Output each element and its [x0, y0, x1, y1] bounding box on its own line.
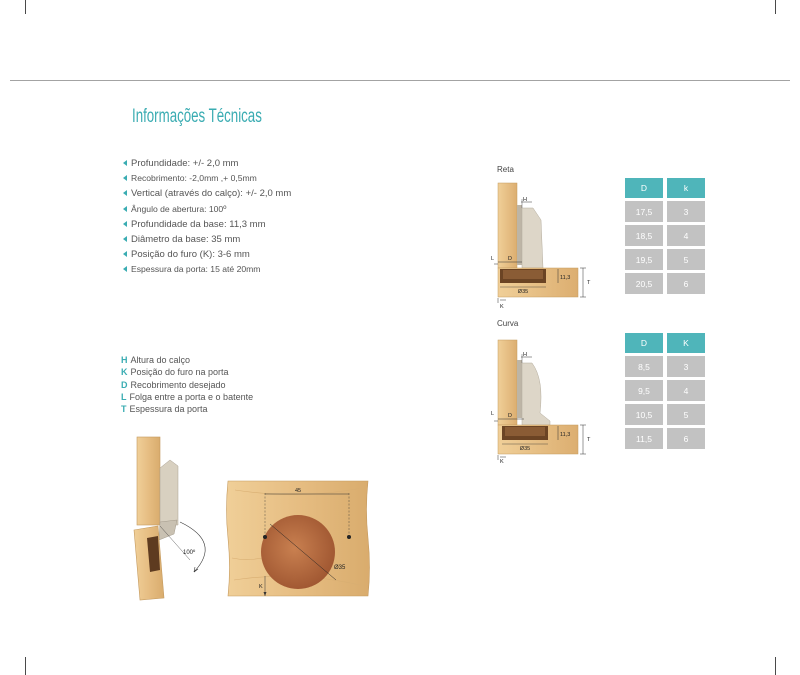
bullet-triangle-icon: [123, 206, 127, 212]
k-label: K: [259, 584, 263, 590]
spec-item: Vertical (através do calço): +/- 2,0 mm: [122, 186, 291, 201]
diagram-reta: [488, 178, 600, 313]
table-header-d: D: [625, 178, 663, 198]
k-label: K: [500, 459, 504, 465]
legend-item: D Recobrimento desejado: [121, 379, 226, 390]
spec-item: Diâmetro da base: 35 mm: [122, 232, 291, 247]
h-label: H: [523, 197, 527, 203]
opening-angle-label: 100º: [183, 550, 196, 556]
page-title: Informações Técnicas: [132, 106, 262, 127]
table-cell: 18,5: [625, 225, 663, 246]
spec-item: Posição do furo (K): 3-6 mm: [122, 247, 291, 262]
crop-mark-bottom-right: [775, 657, 776, 675]
hinge-plate: [160, 460, 178, 525]
k-label: K: [500, 304, 504, 310]
legend-item: H Altura do calço: [121, 355, 191, 365]
bullet-triangle-icon: [123, 266, 127, 272]
table-cell: 3: [667, 356, 705, 377]
table-cell: 20,5: [625, 273, 663, 294]
table-cell: 9,5: [625, 380, 663, 401]
diagram-curva-title: Curva: [497, 319, 519, 328]
table-cell: 4: [667, 225, 705, 246]
table-header-k: k: [667, 178, 705, 198]
hole-spacing-label: 45: [294, 488, 302, 494]
crop-mark-bottom-left: [25, 657, 26, 675]
table-cell: 6: [667, 428, 705, 449]
table-cell: 3: [667, 201, 705, 222]
cabinet-panel: [137, 437, 160, 525]
bullet-triangle-icon: [123, 236, 127, 242]
legend-item: T Espessura da porta: [121, 404, 208, 415]
hinge-arm: [159, 520, 177, 540]
t-label: T: [587, 437, 591, 443]
cup-diameter-label: Ø35: [334, 565, 346, 571]
legend-item: L Folga entre a porta e o batente: [121, 391, 254, 402]
crop-mark-top-left: [25, 0, 26, 14]
header-rule: [10, 80, 790, 81]
spec-item: Ângulo de abertura: 100º: [122, 202, 291, 217]
diagram-reta-title: Reta: [497, 165, 514, 174]
hinge-plate: [517, 205, 522, 265]
spec-item: Profundidade: +/- 2,0 mm: [122, 156, 291, 171]
spec-item: Profundidade da base: 11,3 mm: [122, 217, 291, 232]
bullet-triangle-icon: [123, 190, 127, 196]
table-cell: 17,5: [625, 201, 663, 222]
cup-diameter-label: Ø35: [519, 446, 531, 452]
spec-item: Espessura da porta: 15 até 20mm: [122, 262, 291, 277]
hinge-arm: [522, 208, 543, 268]
table-cell: 19,5: [625, 249, 663, 270]
l-label: L: [491, 411, 495, 417]
bullet-triangle-icon: [123, 221, 127, 227]
table-header-d: D: [625, 333, 663, 353]
legend-item: K Posição do furo na porta: [121, 367, 229, 378]
l-label: L: [491, 256, 495, 262]
table-cell: 5: [667, 404, 705, 425]
cup-diameter-label: Ø35: [517, 289, 529, 295]
table-header-k: K: [667, 333, 705, 353]
d-label: D: [508, 413, 512, 419]
t-label: T: [587, 280, 591, 286]
table-cell: 11,5: [625, 428, 663, 449]
bullet-triangle-icon: [123, 175, 127, 181]
bullet-triangle-icon: [123, 160, 127, 166]
hinge-opening-illustration: [130, 430, 375, 605]
table-reta: [625, 178, 705, 294]
depth-label: 11,3: [560, 275, 571, 281]
crop-mark-top-right: [775, 0, 776, 14]
opening-angle-arc: [180, 522, 205, 572]
table-cell: 10,5: [625, 404, 663, 425]
table-cell: 4: [667, 380, 705, 401]
table-cell: 6: [667, 273, 705, 294]
diagram-curva: [488, 335, 600, 470]
table-curva: [625, 333, 705, 449]
legend: [121, 354, 253, 415]
depth-label: 11,3: [560, 432, 571, 438]
spec-item: Recobrimento: -2,0mm ,+ 0,5mm: [122, 171, 291, 186]
hinge-plate: [517, 360, 522, 418]
table-cell: 5: [667, 249, 705, 270]
hinge-arm: [522, 363, 550, 425]
table-cell: 8,5: [625, 356, 663, 377]
bullet-triangle-icon: [123, 251, 127, 257]
d-label: D: [508, 256, 512, 262]
spec-list: [122, 156, 291, 278]
h-label: H: [523, 352, 527, 358]
